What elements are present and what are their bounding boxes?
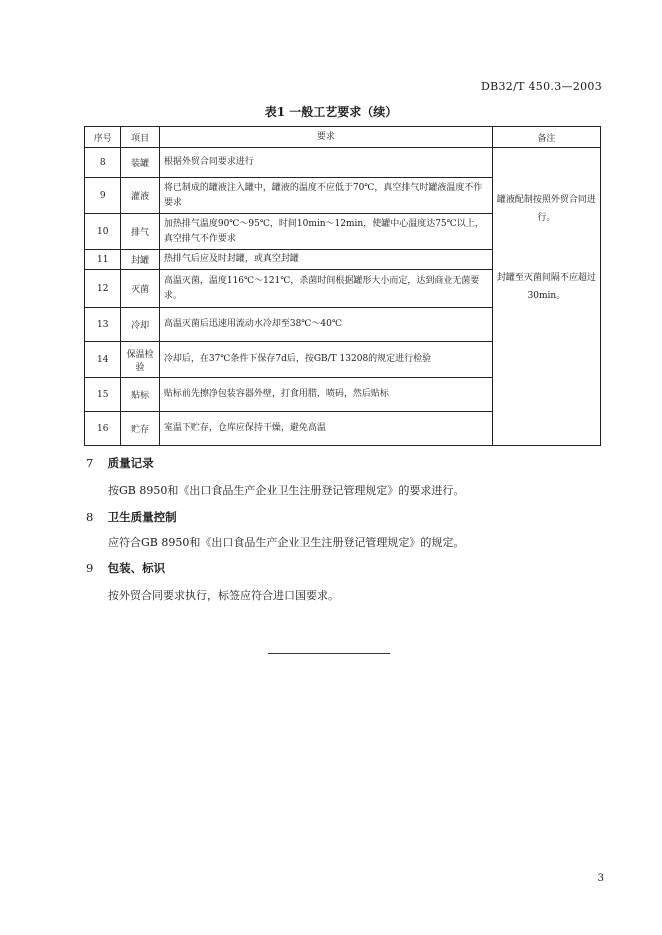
row-item: 灌液 bbox=[121, 178, 159, 214]
row-number: 11 bbox=[85, 250, 121, 270]
row-requirement: 根据外贸合同要求进行 bbox=[159, 148, 492, 178]
column-header-requirement: 要求 bbox=[159, 127, 492, 148]
table-title: 表1 一般工艺要求（续） bbox=[264, 105, 398, 119]
row-number: 9 bbox=[85, 178, 121, 214]
row-item: 灭菌 bbox=[121, 270, 159, 308]
section-title: 卫生质量控制 bbox=[107, 510, 177, 524]
process-requirements-table bbox=[84, 126, 601, 446]
row-requirement: 热排气后应及时封罐，或真空封罐 bbox=[159, 250, 492, 270]
row-number: 8 bbox=[85, 148, 121, 178]
row-number: 16 bbox=[85, 412, 121, 446]
section-paragraph: 按GB 8950和《出口食品生产企业卫生注册登记管理规定》的要求进行。 bbox=[108, 484, 465, 497]
section-heading-packaging-labeling bbox=[86, 560, 165, 576]
column-header-no: 序号 bbox=[85, 127, 121, 148]
row-requirement: 将已制成的罐液注入罐中，罐液的温度不应低于70℃，真空排气时罐液温度不作要求 bbox=[159, 178, 492, 214]
column-header-note: 备注 bbox=[492, 127, 600, 148]
row-number: 12 bbox=[85, 270, 121, 308]
section-paragraph: 按外贸合同要求执行，标签应符合进口国要求。 bbox=[108, 589, 339, 602]
table-row bbox=[85, 148, 601, 178]
row-item: 保温检验 bbox=[121, 342, 159, 378]
row-number: 15 bbox=[85, 378, 121, 412]
row-number: 13 bbox=[85, 308, 121, 342]
row-item: 冷却 bbox=[121, 308, 159, 342]
row-item: 贴标 bbox=[121, 378, 159, 412]
section-title: 质量记录 bbox=[107, 456, 154, 470]
row-number: 14 bbox=[85, 342, 121, 378]
note-seal-to-sterilize-interval: 封罐至灭菌间隔不应超过30min。 bbox=[496, 272, 596, 301]
section-heading-quality-records bbox=[86, 455, 154, 471]
row-item: 封罐 bbox=[121, 250, 159, 270]
section-paragraph: 应符合GB 8950和《出口食品生产企业卫生注册登记管理规定》的规定。 bbox=[108, 536, 465, 549]
row-requirement: 冷却后，在37℃条件下保存7d后，按GB/T 13208的规定进行检验 bbox=[159, 342, 492, 378]
document-code: DB32/T 450.3—2003 bbox=[480, 80, 602, 93]
section-heading-hygiene-control bbox=[86, 509, 177, 525]
page-number: 3 bbox=[597, 873, 604, 884]
row-number: 10 bbox=[85, 214, 121, 250]
notes-cell bbox=[492, 148, 600, 446]
row-item: 贮存 bbox=[121, 412, 159, 446]
section-number: 9 bbox=[86, 561, 94, 575]
section-title: 包装、标识 bbox=[107, 561, 166, 575]
row-requirement: 贴标前先擦净包装容器外壁，打食用腊，喷码，然后贴标 bbox=[159, 378, 492, 412]
row-requirement: 加热排气温度90℃～95℃，时间10min～12min，使罐中心温度达75℃以上，真空排气不作要求 bbox=[159, 214, 492, 250]
table-header-row bbox=[85, 127, 601, 148]
end-rule bbox=[268, 653, 390, 654]
row-requirement: 高温灭菌，温度116℃～121℃，杀菌时间根据罐形大小而定，达到商业无菌要求。 bbox=[159, 270, 492, 308]
row-requirement: 室温下贮存，仓库应保持干燥，避免高温 bbox=[159, 412, 492, 446]
row-requirement: 高温灭菌后迅速用流动水冷却至38℃～40℃ bbox=[159, 308, 492, 342]
row-item: 装罐 bbox=[121, 148, 159, 178]
column-header-item: 项目 bbox=[121, 127, 159, 148]
row-item: 排气 bbox=[121, 214, 159, 250]
section-number: 7 bbox=[86, 456, 94, 470]
section-number: 8 bbox=[86, 510, 94, 524]
note-brine-preparation: 罐液配制按照外贸合同进行。 bbox=[496, 194, 596, 223]
